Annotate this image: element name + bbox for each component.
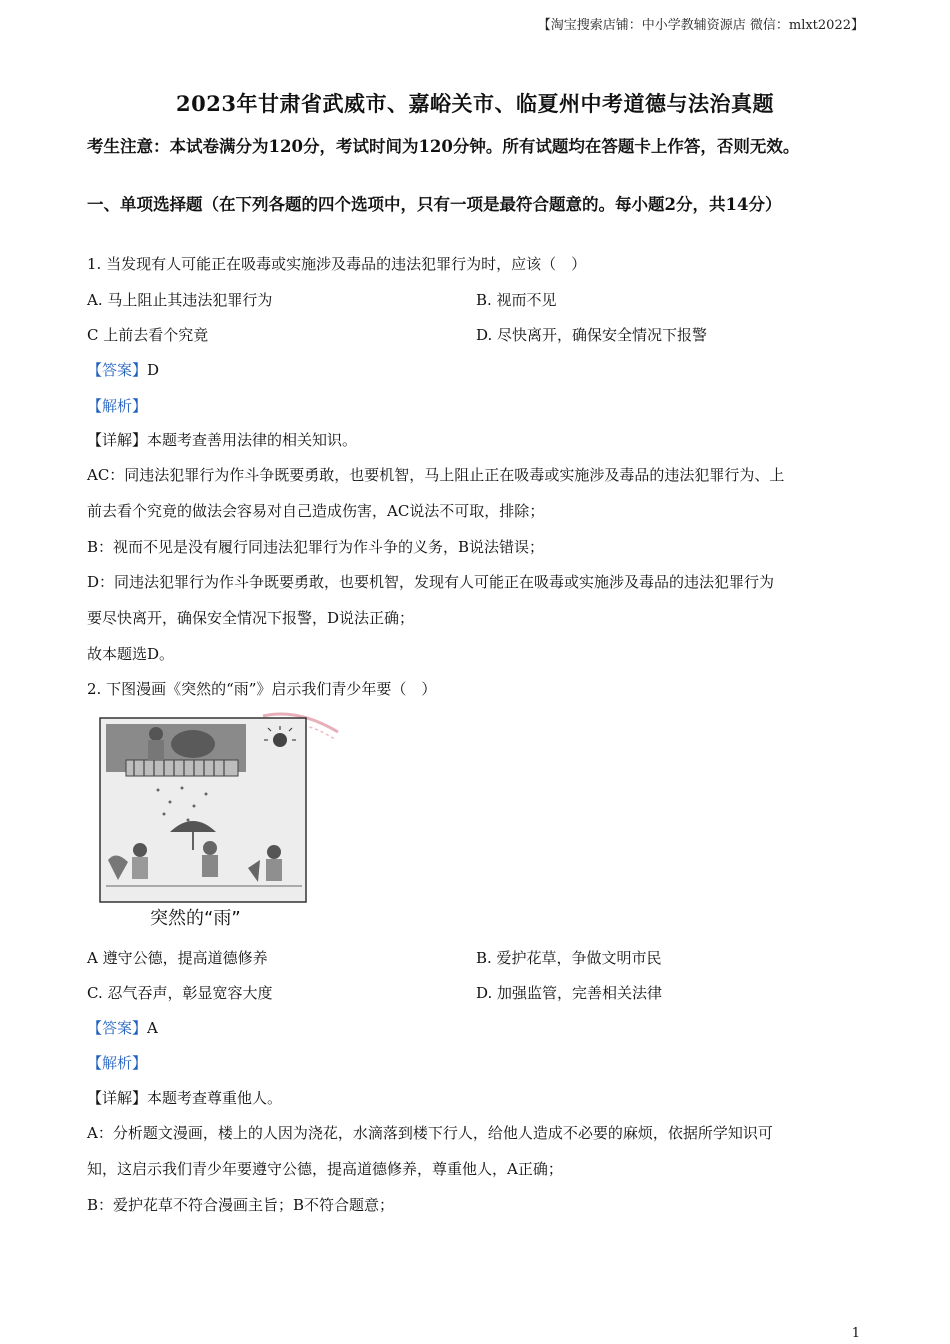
- q2-a-line2: 知，这启示我们青少年要遵守公德，提高道德修养，尊重他人，A正确；: [87, 1160, 563, 1178]
- answer-value: A: [147, 1019, 158, 1037]
- q2-a-line1: A：分析题文漫画，楼上的人因为浇花，水滴落到楼下行人，给他人造成不必要的麻烦，依据所学知识可: [87, 1124, 773, 1142]
- exam-notice: 考生注意：本试卷满分为120分，考试时间为120分钟。所有试题均在答题卡上作答，否则无效。: [87, 137, 800, 156]
- q1-b: B：视而不见是没有履行同违法犯罪行为作斗争的义务，B说法错误；: [87, 538, 545, 556]
- q2-option-d: D. 加强监管，完善相关法律: [476, 984, 663, 1002]
- q1-conclusion: 故本题选D。: [87, 645, 175, 663]
- q2-stem: 2. 下图漫画《突然的“雨”》启示我们青少年要（ ）: [87, 680, 437, 698]
- q1-option-b: B. 视而不见: [476, 291, 557, 309]
- q2-answer: [87, 1018, 158, 1038]
- page-number: 1: [851, 1326, 860, 1341]
- answer-value: D: [147, 361, 160, 379]
- q1-answer: [87, 360, 159, 380]
- q1-d-line1: D：同违法犯罪行为作斗争既要勇敢，也要机智，发现有人可能正在吸毒或实施涉及毒品的违法犯罪行为: [87, 573, 775, 591]
- answer-label: 【答案】: [87, 361, 148, 379]
- cartoon-drawing: [98, 710, 343, 935]
- q1-option-d: D. 尽快离开，确保安全情况下报警: [476, 326, 708, 344]
- q1-d-line2: 要尽快离开，确保安全情况下报警，D说法正确；: [87, 609, 415, 627]
- cartoon-image: [98, 710, 343, 935]
- q1-stem: 1. 当发现有人可能正在吸毒或实施涉及毒品的违法犯罪行为时，应该（ ）: [87, 255, 587, 273]
- q2-b: B：爱护花草不符合漫画主旨；B不符合题意；: [87, 1196, 395, 1214]
- section-heading: 一、单项选择题（在下列各题的四个选项中，只有一项是最符合题意的。每小题2分，共14分）: [87, 195, 782, 214]
- q1-option-a: A. 马上阻止其违法犯罪行为: [87, 291, 273, 309]
- answer-label: 【答案】: [87, 1019, 148, 1037]
- q1-ac-line2: 前去看个究竟的做法会容易对自己造成伤害，AC说法不可取，排除；: [87, 502, 545, 520]
- q2-option-a: A 遵守公德，提高道德修养: [87, 949, 268, 967]
- q1-analysis-label: 【解析】: [87, 397, 148, 415]
- header-note: 【淘宝搜索店铺：中小学教辅资源店 微信：mlxt2022】: [537, 18, 864, 33]
- q2-analysis-label: 【解析】: [87, 1054, 148, 1072]
- cartoon-caption: 突然的“雨”: [150, 908, 241, 929]
- q1-ac-line1: AC：同违法犯罪行为作斗争既要勇敢，也要机智，马上阻止正在吸毒或实施涉及毒品的违法犯罪行为、上: [87, 466, 785, 484]
- q1-detail: 【详解】本题考查善用法律的相关知识。: [87, 431, 358, 449]
- exam-title: 2023年甘肃省武威市、嘉峪关市、临夏州中考道德与法治真题: [176, 91, 774, 116]
- q2-option-c: C. 忍气吞声，彰显宽容大度: [87, 984, 273, 1002]
- q2-detail: 【详解】本题考查尊重他人。: [87, 1089, 283, 1107]
- q2-option-b: B. 爱护花草，争做文明市民: [476, 949, 662, 967]
- q1-option-c: C 上前去看个究竟: [87, 326, 209, 344]
